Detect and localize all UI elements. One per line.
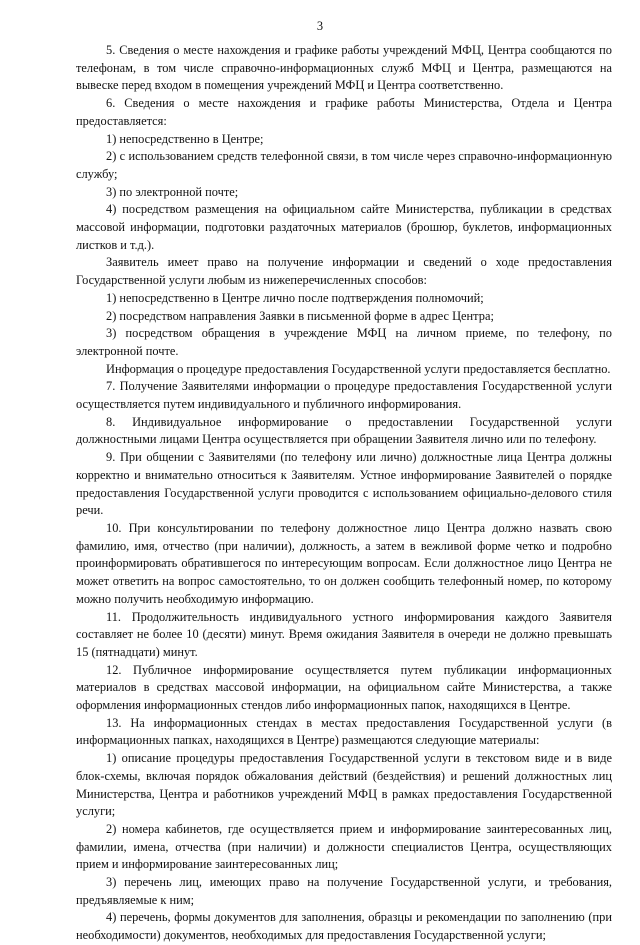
paragraph-10: 10. При консультировании по телефону должностное лицо Центра должно назвать свою фамилию, имя, отчество (при наличии), должность, а затем в вежливой форме четко и подробно проинформировать обратившегося по интересующим вопросам. Если должностное лицо Центра не может ответить на вопрос самостоятельно, то он должен сообщить телефонный номер, по которому можно получить необходимую информацию. <box>76 520 612 606</box>
paragraph-13: 13. На информационных стендах в местах предоставления Государственной услуги (в информационных папках, находящихся в Центре) размещаются следующие материалы: <box>76 715 612 748</box>
paragraph-6: 6. Сведения о месте нахождения и графике работы Министерства, Отдела и Центра предоставляется: <box>76 96 612 128</box>
paragraph-6-item-1: 1) непосредственно в Центре; <box>106 131 264 146</box>
page-number: 3 <box>316 19 324 33</box>
paragraph-7: 7. Получение Заявителями информации о процедуре предоставления Государственной услуги осуществляется путем индивидуального и публичного информирования. <box>76 379 612 412</box>
paragraph-applicant-item-3: 3) посредством обращения в учреждение МФЦ на личном приеме, по телефону, по электронной почте. <box>76 326 612 358</box>
paragraph-13-item-3: 3) перечень лиц, имеющих право на получение Государственной услуги, и требования, предъявляемые к ним; <box>76 875 612 907</box>
paragraph-applicant-rights: Заявитель имеет право на получение информации и сведений о ходе предоставления Государственной услуги любым из нижеперечисленных способов: <box>76 255 612 288</box>
paragraph-13-item-1: 1) описание процедуры предоставления Государственной услуги в текстовом виде и в виде блок-схемы, включая порядок обжалования действий (бездействия) и решений должностных лиц Министерства, Центра и работников учреждений МФЦ в рамках предоставления Государственной услуги; <box>76 751 612 819</box>
paragraph-applicant-item-2: 2) посредством направления Заявки в письменной форме в адрес Центра; <box>106 308 494 323</box>
paragraph-6-item-4: 4) посредством размещения на официальном сайте Министерства, публикации в средствах массовой информации, подготовки раздаточных материалов (брошюр, буклетов, информационных листков и т.д.). <box>76 202 612 252</box>
document-body <box>76 42 612 945</box>
paragraph-6-item-3: 3) по электронной почте; <box>106 184 239 199</box>
paragraph-5: 5. Сведения о месте нахождения и графике работы учреждений МФЦ, Центра сообщаются по телефонам, в том числе справочно-информационных служб МФЦ и Центра, размещаются на вывеске перед входом в помещения учреждений МФЦ и Центра соответственно. <box>76 43 612 93</box>
paragraph-11: 11. Продолжительность индивидуального устного информирования каждого Заявителя составляет не более 10 (десяти) минут. Время ожидания Заявителя в очереди не должно превышать 15 (пятнадцати) минут. <box>76 609 612 659</box>
paragraph-applicant-item-1: 1) непосредственно в Центре лично после подтверждения полномочий; <box>106 290 484 305</box>
paragraph-9: 9. При общении с Заявителями (по телефону или лично) должностные лица Центра должны корректно и внимательно относиться к Заявителям. Устное информирование Заявителей о порядке предоставления Государственной услуги проводится с использованием официально-делового стиля речи. <box>76 450 612 518</box>
paragraph-6-item-2: 2) с использованием средств телефонной связи, в том числе через справочно-информационную службу; <box>76 149 612 181</box>
paragraph-13-item-2: 2) номера кабинетов, где осуществляется прием и информирование заинтересованных лиц, фамилии, имена, отчества (при наличии) и должности специалистов Центра, осуществляющих прием и информирование заинтересованных лиц; <box>76 821 612 872</box>
paragraph-free-info: Информация о процедуре предоставления Государственной услуги предоставляется бесплатно. <box>106 361 611 376</box>
paragraph-8: 8. Индивидуальное информирование о предоставлении Государственной услуги должностными лицами Центра осуществляется при обращении Заявителя лично или по телефону. <box>76 414 612 447</box>
paragraph-12: 12. Публичное информирование осуществляется путем публикации информационных материалов в средствах массовой информации, на официальном сайте Министерства, а также оформления информационных стендов либо информационных папок, находящихся в Центре. <box>76 662 612 713</box>
paragraph-13-item-4: 4) перечень, формы документов для заполнения, образцы и рекомендации по заполнению (при необходимости) документов, необходимых для предоставления Государственной услуги; <box>76 910 612 943</box>
